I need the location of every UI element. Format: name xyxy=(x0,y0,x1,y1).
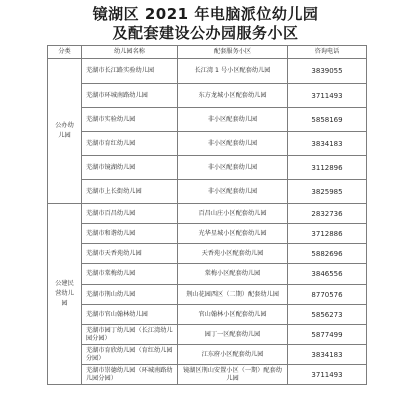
phone-cell: 3846556 xyxy=(288,264,367,285)
area-cell: 非小区配套幼儿园 xyxy=(178,132,288,156)
area-cell: 棠梅小区配套幼儿园 xyxy=(178,264,288,285)
table-header-row xyxy=(48,46,367,59)
area-cell: 非小区配套幼儿园 xyxy=(178,156,288,180)
phone-cell: 3834183 xyxy=(288,132,367,156)
phone-cell: 3712886 xyxy=(288,224,367,244)
name-cell: 芜湖市百昌幼儿园 xyxy=(82,204,178,224)
header-name: 幼儿园名称 xyxy=(82,46,178,59)
area-cell: 非小区配套幼儿园 xyxy=(178,108,288,132)
phone-cell: 3825985 xyxy=(288,180,367,204)
name-cell: 芜湖市长江路实验幼儿园 xyxy=(82,59,178,84)
area-cell: 东方龙城小区配套幼儿园 xyxy=(178,84,288,108)
name-cell: 芜湖市崇德幼儿园（环城南路幼儿园分园） xyxy=(82,365,178,385)
table-row xyxy=(48,204,367,224)
phone-cell: 3711493 xyxy=(288,84,367,108)
name-cell: 芜湖市实验幼儿园 xyxy=(82,108,178,132)
phone-cell: 3112896 xyxy=(288,156,367,180)
area-cell: 光华星城小区配套幼儿园 xyxy=(178,224,288,244)
area-cell: 官山翰林小区配套幼儿园 xyxy=(178,305,288,325)
area-cell: 荆山花园西区（二期）配套幼儿园 xyxy=(178,285,288,305)
phone-cell: 3711493 xyxy=(288,365,367,385)
table-row xyxy=(48,345,367,365)
phone-cell: 5882696 xyxy=(288,244,367,264)
table-row xyxy=(48,108,367,132)
kindergarten-table xyxy=(47,45,367,385)
name-cell: 芜湖市棠梅幼儿园 xyxy=(82,264,178,285)
category-cell xyxy=(48,59,82,204)
name-cell: 芜湖市天香苑幼儿园 xyxy=(82,244,178,264)
name-cell: 芜湖市环城南路幼儿园 xyxy=(82,84,178,108)
table-row xyxy=(48,305,367,325)
name-cell: 芜湖市官山翰林幼儿园 xyxy=(82,305,178,325)
name-cell: 芜湖市园丁幼儿园（长江湾幼儿园分园） xyxy=(82,325,178,345)
table-row xyxy=(48,264,367,285)
table-row xyxy=(48,59,367,84)
table-row xyxy=(48,132,367,156)
area-cell: 园丁一区配套幼儿园 xyxy=(178,325,288,345)
phone-cell: 5856273 xyxy=(288,305,367,325)
header-area: 配套服务小区 xyxy=(178,46,288,59)
table-row xyxy=(48,180,367,204)
phone-cell: 5877499 xyxy=(288,325,367,345)
category-label: 公办幼儿园 xyxy=(55,122,74,139)
header-category: 分类 xyxy=(48,46,82,59)
name-cell: 芜湖市育红幼儿园 xyxy=(82,132,178,156)
area-cell: 镜湖区荆山安置小区（一期）配套幼儿园 xyxy=(178,365,288,385)
name-cell: 芜湖市上长街幼儿园 xyxy=(82,180,178,204)
name-cell: 芜湖市荆山幼儿园 xyxy=(82,285,178,305)
table-row xyxy=(48,285,367,305)
phone-cell: 5858169 xyxy=(288,108,367,132)
table-row xyxy=(48,224,367,244)
area-cell: 非小区配套幼儿园 xyxy=(178,180,288,204)
phone-cell: 2832736 xyxy=(288,204,367,224)
area-cell: 天香苑小区配套幼儿园 xyxy=(178,244,288,264)
phone-cell: 3834183 xyxy=(288,345,367,365)
header-phone: 咨询电话 xyxy=(288,46,367,59)
table-row xyxy=(48,84,367,108)
name-cell: 芜湖市育欣幼儿园（育红幼儿园分园） xyxy=(82,345,178,365)
category-label: 公建民营幼儿园 xyxy=(55,280,74,307)
table-row xyxy=(48,365,367,385)
name-cell: 芜湖市和谐幼儿园 xyxy=(82,224,178,244)
phone-cell: 8770576 xyxy=(288,285,367,305)
area-cell: 百昌山庄小区配套幼儿园 xyxy=(178,204,288,224)
table-row xyxy=(48,156,367,180)
category-cell xyxy=(48,204,82,385)
area-cell: 江东府小区配套幼儿园 xyxy=(178,345,288,365)
name-cell: 芜湖市镜湖幼儿园 xyxy=(82,156,178,180)
document-title-line2: 及配套建设公办园服务小区 xyxy=(112,24,299,42)
phone-cell: 3839055 xyxy=(288,59,367,84)
table-row xyxy=(48,244,367,264)
table-row xyxy=(48,325,367,345)
table-body xyxy=(48,59,367,385)
document-title-line1: 镜湖区 2021 年电脑派位幼儿园 xyxy=(92,5,319,23)
area-cell: 长江湾 1 号小区配套幼儿园 xyxy=(178,59,288,84)
